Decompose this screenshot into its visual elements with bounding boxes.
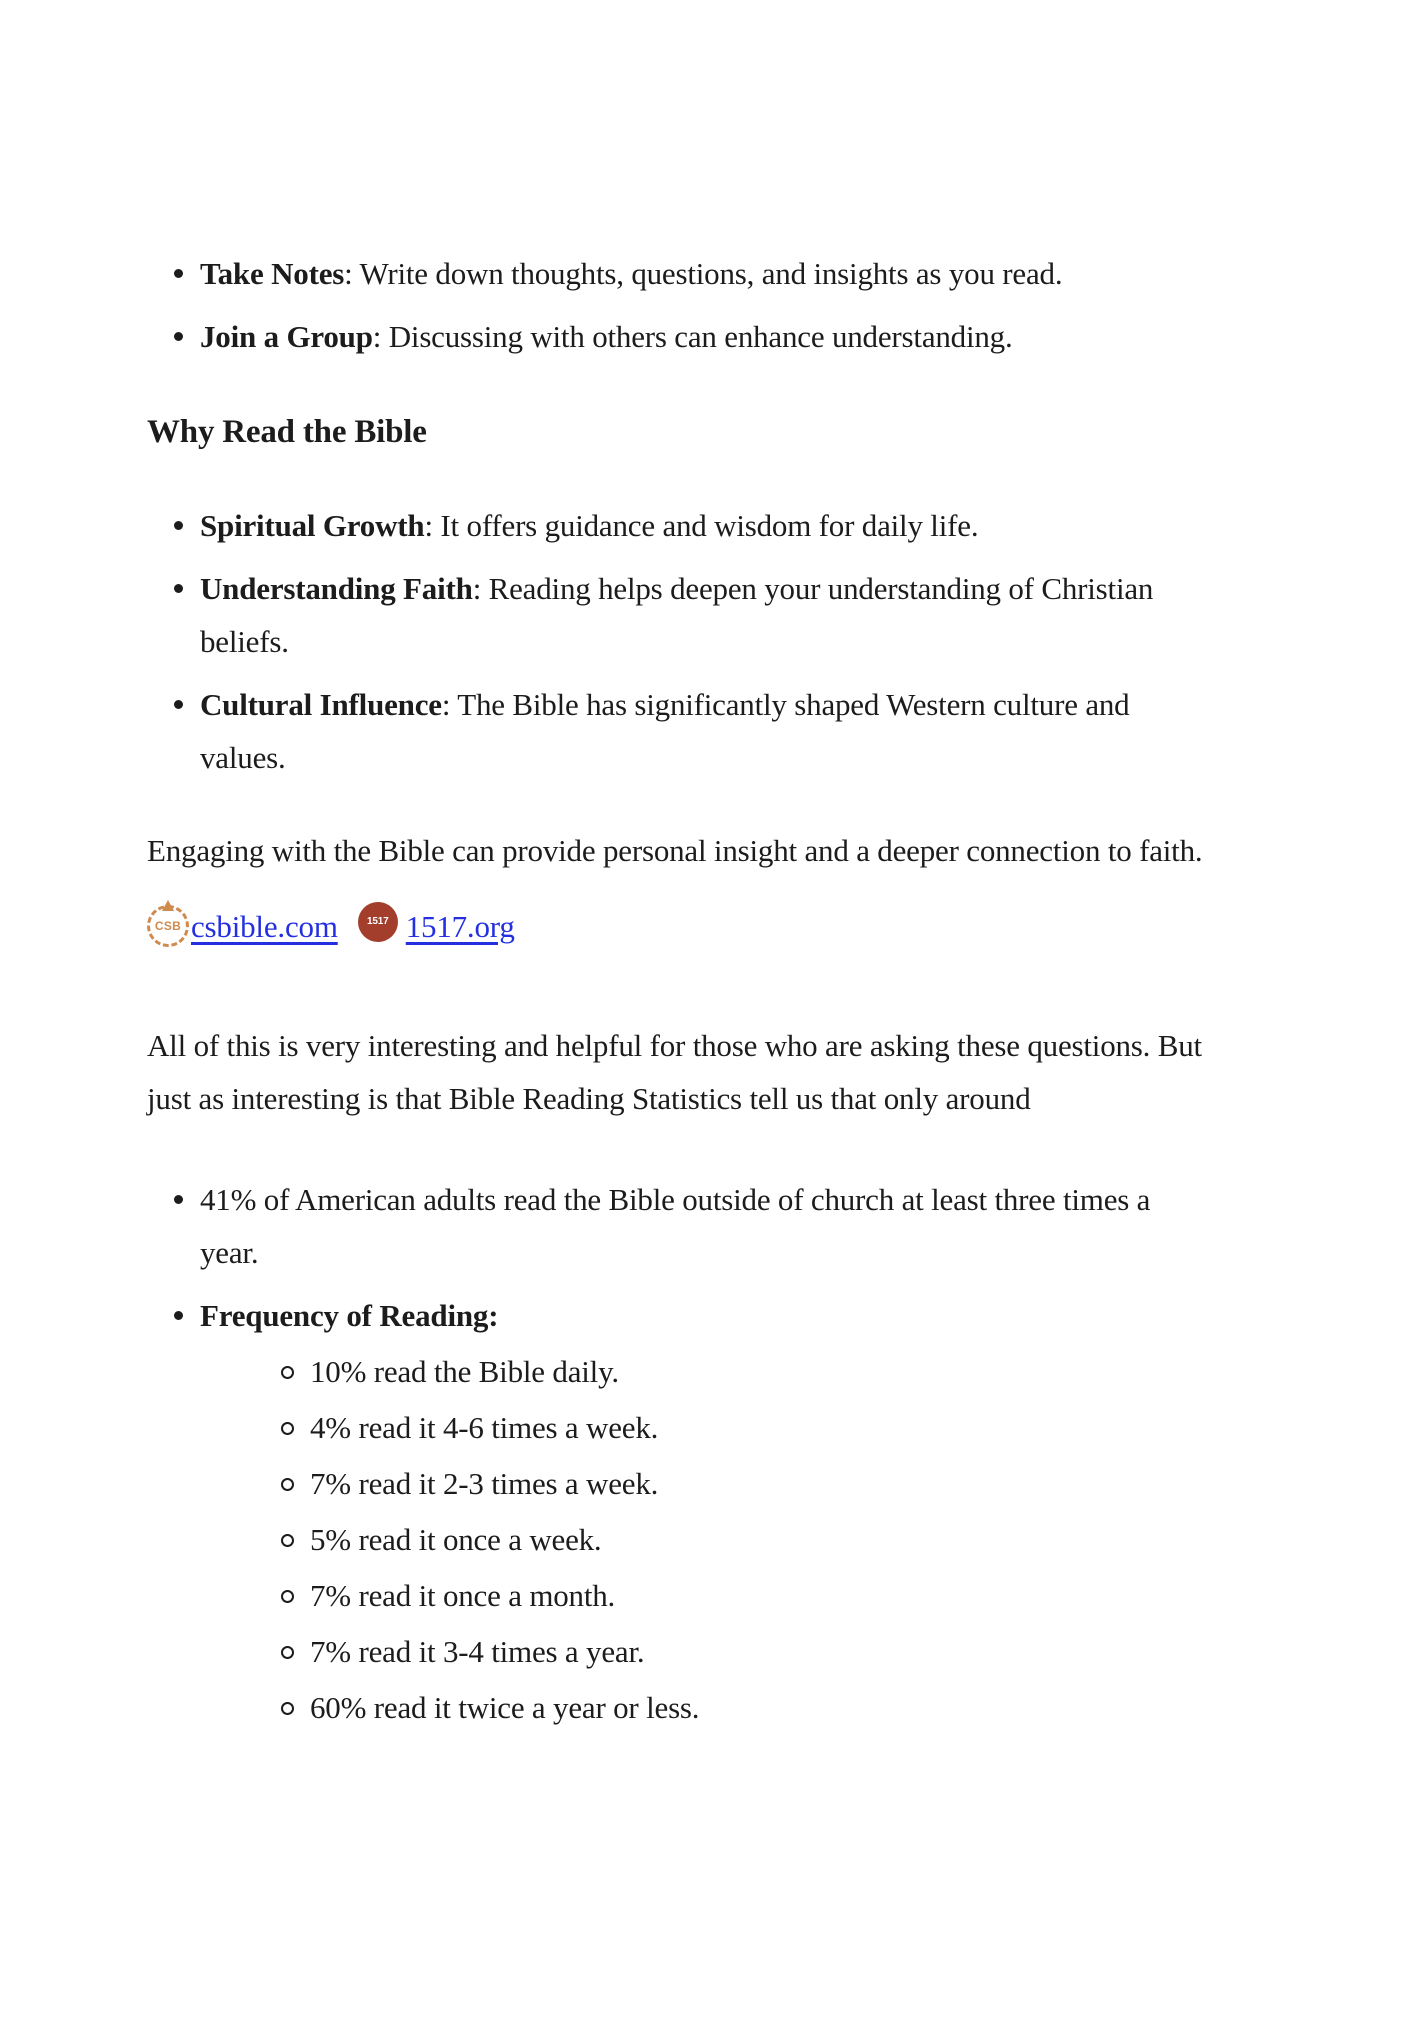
list-item-label: Frequency of Reading [200, 1298, 489, 1333]
sublist-item: 7% read it 3-4 times a year. [310, 1625, 1298, 1678]
list-item-text: : Discussing with others can enhance understanding. [372, 319, 1013, 354]
tips-list [147, 247, 1298, 363]
list-item-label: Spiritual Growth [200, 508, 425, 543]
list-item-text: : It offers guidance and wisdom for daily life. [424, 508, 979, 543]
list-item [200, 247, 1298, 300]
csb-favicon-label: CSB [154, 919, 182, 933]
stats-intro-line2: just as interesting is that Bible Reading Statistics tell us that only around [147, 1081, 1031, 1116]
list-item [200, 310, 1298, 363]
list-item-text-line2: values. [200, 740, 286, 775]
csbible-favicon-icon [147, 905, 189, 947]
1517-favicon-label: 1517 [367, 916, 389, 927]
paragraph-stats-intro [147, 1019, 1298, 1125]
list-item-colon: : [488, 1298, 499, 1333]
list-item-text: : Reading helps deepen your understanding of Christian [472, 571, 1154, 606]
reasons-list [147, 499, 1298, 784]
list-item-text: : Write down thoughts, questions, and insights as you read. [344, 256, 1063, 291]
sublist-item: 4% read it 4-6 times a week. [310, 1401, 1298, 1454]
stats-intro-line1: All of this is very interesting and helpful for those who are asking these questions. But [147, 1028, 1202, 1063]
1517-favicon-icon [358, 902, 398, 942]
list-item-label: Understanding Faith [200, 571, 473, 606]
sublist-item: 60% read it twice a year or less. [310, 1681, 1298, 1734]
list-item-text-line1: 41% of American adults read the Bible outside of church at least three times a [200, 1182, 1151, 1217]
list-item-text: : The Bible has significantly shaped Western culture and [441, 687, 1130, 722]
list-item-text-line2: year. [200, 1235, 259, 1270]
list-item [200, 562, 1298, 668]
list-item [200, 1289, 1298, 1734]
1517-link[interactable]: 1517.org [405, 908, 515, 944]
paragraph-engaging: Engaging with the Bible can provide personal insight and a deeper connection to faith. [147, 833, 1203, 868]
section-heading: Why Read the Bible [147, 414, 427, 450]
list-item-label: Cultural Influence [200, 687, 442, 722]
sublist-item: 10% read the Bible daily. [310, 1345, 1298, 1398]
frequency-sublist [200, 1345, 1298, 1734]
sublist-item: 5% read it once a week. [310, 1513, 1298, 1566]
list-item [200, 678, 1298, 784]
list-item [200, 1173, 1298, 1279]
csbible-link[interactable]: csbible.com [191, 908, 338, 944]
sublist-item: 7% read it once a month. [310, 1569, 1298, 1622]
list-item-text-line2: beliefs. [200, 624, 289, 659]
source-links [147, 895, 1298, 957]
statistics-list [147, 1173, 1298, 1734]
list-item-label: Take Notes [200, 256, 345, 291]
list-item-label: Join a Group [200, 319, 373, 354]
sublist-item: 7% read it 2-3 times a week. [310, 1457, 1298, 1510]
list-item [200, 499, 1298, 552]
compass-arrow-icon [162, 900, 174, 911]
